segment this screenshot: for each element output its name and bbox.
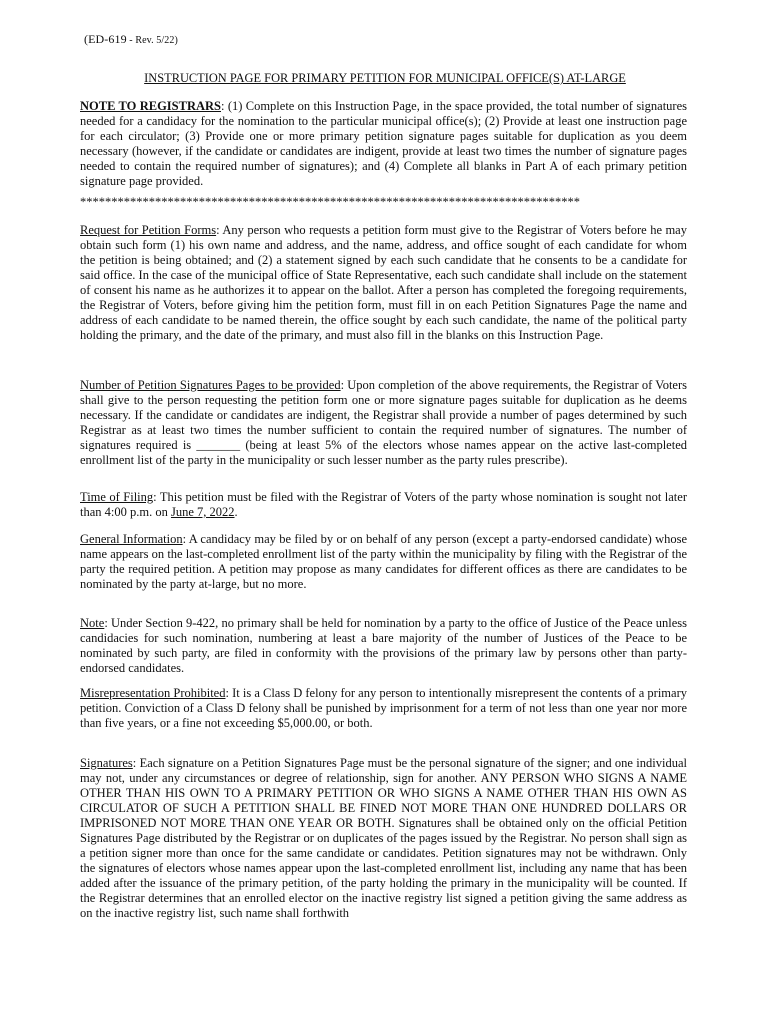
form-revision: - Rev. 5/22) (126, 35, 178, 46)
section-heading: Signatures (80, 756, 133, 770)
section-heading: General Information (80, 532, 183, 546)
page-title: INSTRUCTION PAGE FOR PRIMARY PETITION FOR MUNICIPAL OFFICE(S) AT-LARGE (144, 71, 626, 85)
section-text: : Under Section 9-422, no primary shall be held for nomination by a party to the office of Justice of the Peace unless candidacies for such nomination, numbering at least a bare majority of the number of Justices of the Peace to be nominated by such party, are filed in conformity with the provisions of the primary law by persons other than party-endorsed candidates. (80, 616, 687, 675)
note-heading: NOTE TO REGISTRARS (80, 99, 221, 113)
section-request-forms (80, 223, 687, 343)
section-signatures (80, 756, 687, 921)
separator-line: ******************************************************************************** (80, 195, 580, 209)
form-number: (ED-619 (84, 32, 127, 46)
section-heading: Note (80, 616, 105, 630)
filing-deadline-date: June 7, 2022 (170, 505, 235, 519)
section-text: : This petition must be filed with the Registrar of Voters of the party whose nomination is sought not later than 4:00 p.m. on (80, 490, 687, 519)
section-time-of-filing: Time of Filing: This petition must be filed with the Registrar of Voters of the party whose nomination is sought not later than 4:00 p.m. on June 7, 2022. (80, 490, 687, 519)
section-heading: Number of Petition Signatures Pages to be provided (80, 378, 341, 392)
section-text: : It is a Class D felony for any person to intentionally misrepresent the contents of a primary petition. Conviction of a Class D felony shall be punished by imprisonment for a term of not less than one year nor more than five years, or a fine not exceeding $5,000.00, or both. (80, 686, 687, 730)
section-text: : A candidacy may be filed by or on behalf of any person (except a party-endorsed candidate) whose name appears on the last-completed enrollment list of the party within the municipality by filing with the Registrar of the party the required petition. A petition may propose as many candidates for different offices as there are candidates to be nominated by the party at-large, but no more. (80, 532, 688, 591)
section-text: : Upon completion of the above requirements, the Registrar of Voters shall give to the person requesting the petition form one or more signature pages suitable for duplication as he deems necessary. If the candidate or candidates are indigent, the Registrar shall provide a number of pages determined by such Registrar as at least two times the number sufficient to contain the required number of signatures. The number of signatures required is _______ (being at least 5% of the electors whose names appear on the active last-completed enrollment list of the party in the municipality or such lesser number as the party rules prescribe). (80, 378, 687, 467)
note-text: : (1) Complete on this Instruction Page, in the space provided, the total number of signatures needed for a candidacy for the nomination to the particular municipal office(s); (2) Provide at least one instruction page for each circulator; (3) Provide one or more primary petition signature pages suitable for duplication as you deem necessary (however, if the candidate or candidates are indigent, provide at least two times the number of signature pages needed to contain the required number of signatures); and (4) Complete all blanks in Part A of each primary petition signature page provided. (80, 99, 687, 188)
section-heading: Misrepresentation Prohibited (80, 686, 226, 700)
section-text: : Any person who requests a petition form must give to the Registrar of Voters before he may obtain such form (1) his own name and address, and the name, address, and office sought of each candidate for whom the petition is being obtained; and (2) a statement signed by each such candidate that he consents to be a candidate for said office. In the case of the municipal office of State Representative, each such candidate shall include on the statement of consent his name as he authorizes it to appear on the ballot. After a person has completed the foregoing requirements, the Registrar of Voters, before giving him the petition form, must fill in on each Petition Signatures Page the name and address of each candidate to be named therein, the office sought by each such candidate, the name of the political party holding the primary, and the date of the primary, and must also fill in the blanks on this Instruction Page. (80, 223, 687, 342)
section-number-of-pages (80, 378, 687, 468)
form-id (84, 32, 178, 47)
section-note (80, 616, 687, 676)
note-to-registrars (80, 99, 687, 189)
section-heading: Request for Petition Forms (80, 223, 217, 237)
section-text: : Each signature on a Petition Signatures Page must be the personal signature of the signer; and one individual may not, under any circumstances or degree of relationship, sign for another. ANY PERSON WHO SIGNS A NAME OTHER THAN HIS OWN TO A PRIMARY PETITION OR WHO SIGNS A NAME OTHER THAN HIS OWN AS CIRCULATOR OF SUCH A PETITION SHALL BE FINED NOT MORE THAN ONE HUNDRED DOLLARS OR IMPRISONED NOT MORE THAN ONE YEAR OR BOTH. Signatures shall be obtained only on the official Petition Signatures Page distributed by the Registrar or on duplicates of the pages issued by the Registrar. No person shall sign as a petition signer more than once for the same candidate or candidates. Petition signatures may not be withdrawn. Only the signatures of electors whose names appear upon the last-completed enrollment list, including any name that has been added after the issuance of the primary petition, of the party holding the primary in the municipality will be counted. If the Registrar determines that an enrolled elector on the inactive registry list signed a petition giving the same address as on the inactive registry list, such name shall forthwith (80, 756, 687, 920)
section-heading: Time of Filing (80, 490, 154, 504)
section-misrepresentation (80, 686, 687, 731)
section-general-information (80, 532, 687, 592)
